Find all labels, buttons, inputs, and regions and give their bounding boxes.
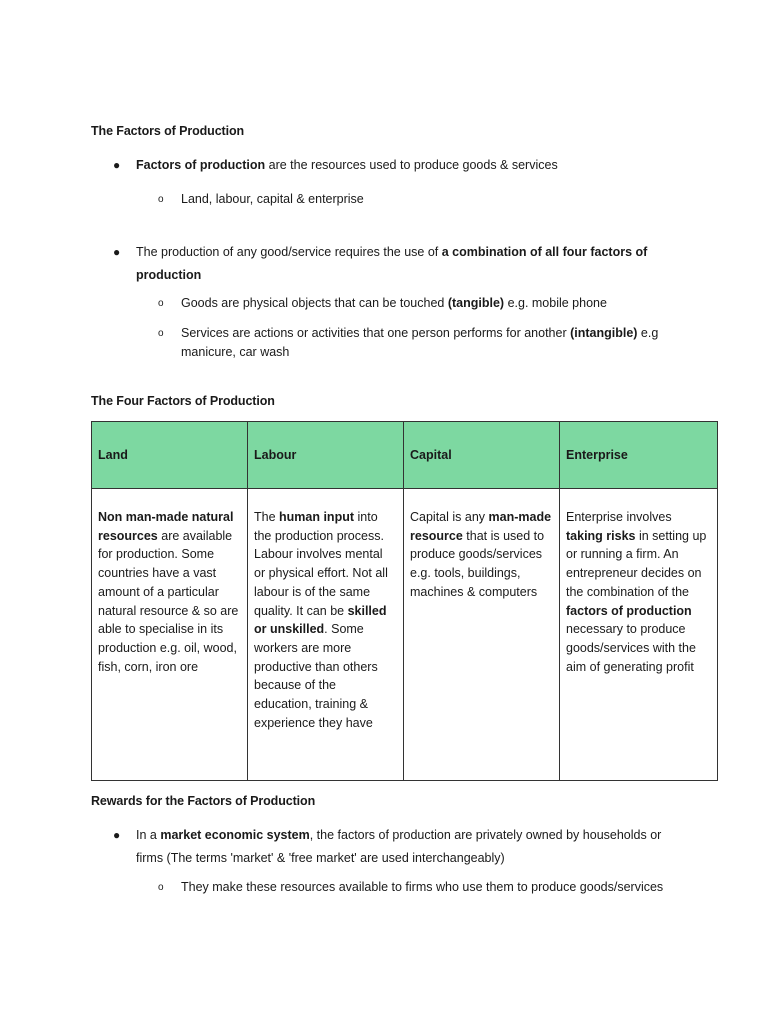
bold-term: factors of production [566, 603, 692, 618]
bullet-text: In a [136, 828, 161, 842]
cell-text: necessary to produce goods/services with the aim of generating profit [566, 622, 696, 674]
bullet-text: , the factors of production are privately owned by households or firms (The terms 'market' & 'free market' are used interchangeably) [136, 828, 662, 865]
bullet-text: The production of any good/service requires the use of [136, 245, 442, 259]
column-header-capital: Capital [404, 422, 560, 489]
column-header-labour: Labour [248, 422, 404, 489]
sub-bullet-icon: o [158, 882, 164, 893]
bold-term: Factors of production [136, 158, 266, 172]
sub-bullet-text: Goods are physical objects that can be touched [181, 296, 448, 310]
cell-land [92, 489, 248, 781]
column-header-land: Land [92, 422, 248, 489]
cell-text: . Some workers are more productive than others because of the education, training & experience they have [254, 622, 378, 730]
bold-term: human input [279, 510, 355, 524]
sub-bullet-services [158, 324, 681, 362]
sub-bullet-text: They make these resources available to firms who use them to produce goods/services [181, 880, 664, 894]
sub-bullet-icon: o [158, 298, 164, 309]
bullet-icon: ● [113, 828, 121, 842]
sub-bullet-text: e.g manicure, car wash [181, 326, 659, 359]
sub-bullet-resources-available [158, 878, 691, 897]
cell-text: in setting up or running a firm. An entrepreneur decides on the combination of the [566, 528, 707, 599]
cell-text: that is used to produce goods/services e.g. tools, buildings, machines & computers [410, 528, 545, 599]
sub-bullet-text: Land, labour, capital & enterprise [181, 192, 364, 206]
bold-term: man-made resource [410, 510, 552, 543]
heading-rewards: Rewards for the Factors of Production [91, 794, 316, 808]
cell-labour [248, 489, 404, 781]
bold-term: taking risks [566, 528, 636, 543]
bullet-text: are the resources used to produce goods & services [265, 158, 558, 172]
bullet-icon: ● [113, 245, 121, 259]
sub-bullet-text: Services are actions or activities that one person performs for another [181, 326, 571, 340]
bold-term: market economic system [160, 828, 310, 842]
bold-term: (intangible) [570, 326, 638, 340]
bold-term: Non man-made natural resources [98, 510, 234, 543]
cell-capital [404, 489, 560, 781]
heading-four-factors: The Four Factors of Production [91, 394, 275, 408]
bullet-factors-definition [113, 154, 696, 177]
cell-enterprise [560, 489, 718, 781]
bullet-market-economic-system [113, 824, 671, 870]
bullet-icon: ● [113, 158, 121, 172]
bold-term: (tangible) [447, 296, 505, 310]
table-row [92, 489, 718, 781]
bold-term: skilled or unskilled [254, 603, 387, 637]
bullet-combination [113, 241, 696, 287]
heading-factors-of-production: The Factors of Production [91, 124, 245, 138]
cell-text: are available for production. Some countries have a vast amount of a particular natural resource & so are able to specialise in its production e.g. oil, wood, fish, corn, iron ore [98, 528, 239, 674]
sub-bullet-four-factors [158, 190, 691, 209]
bold-term: a combination of all four factors of production [136, 245, 648, 282]
sub-bullet-icon: o [158, 328, 164, 339]
table-header-row [92, 422, 718, 489]
cell-text: into the production process. Labour involves mental or physical effort. Not all labour is of the same quality. It can be [254, 510, 388, 618]
cell-text: Capital is any [410, 510, 489, 524]
factors-table [91, 421, 718, 781]
column-header-enterprise: Enterprise [560, 422, 718, 489]
cell-text: The [254, 510, 280, 524]
sub-bullet-text: e.g. mobile phone [504, 296, 607, 310]
sub-bullet-goods [158, 294, 691, 313]
sub-bullet-icon: o [158, 194, 164, 205]
cell-text: Enterprise involves [566, 510, 672, 524]
